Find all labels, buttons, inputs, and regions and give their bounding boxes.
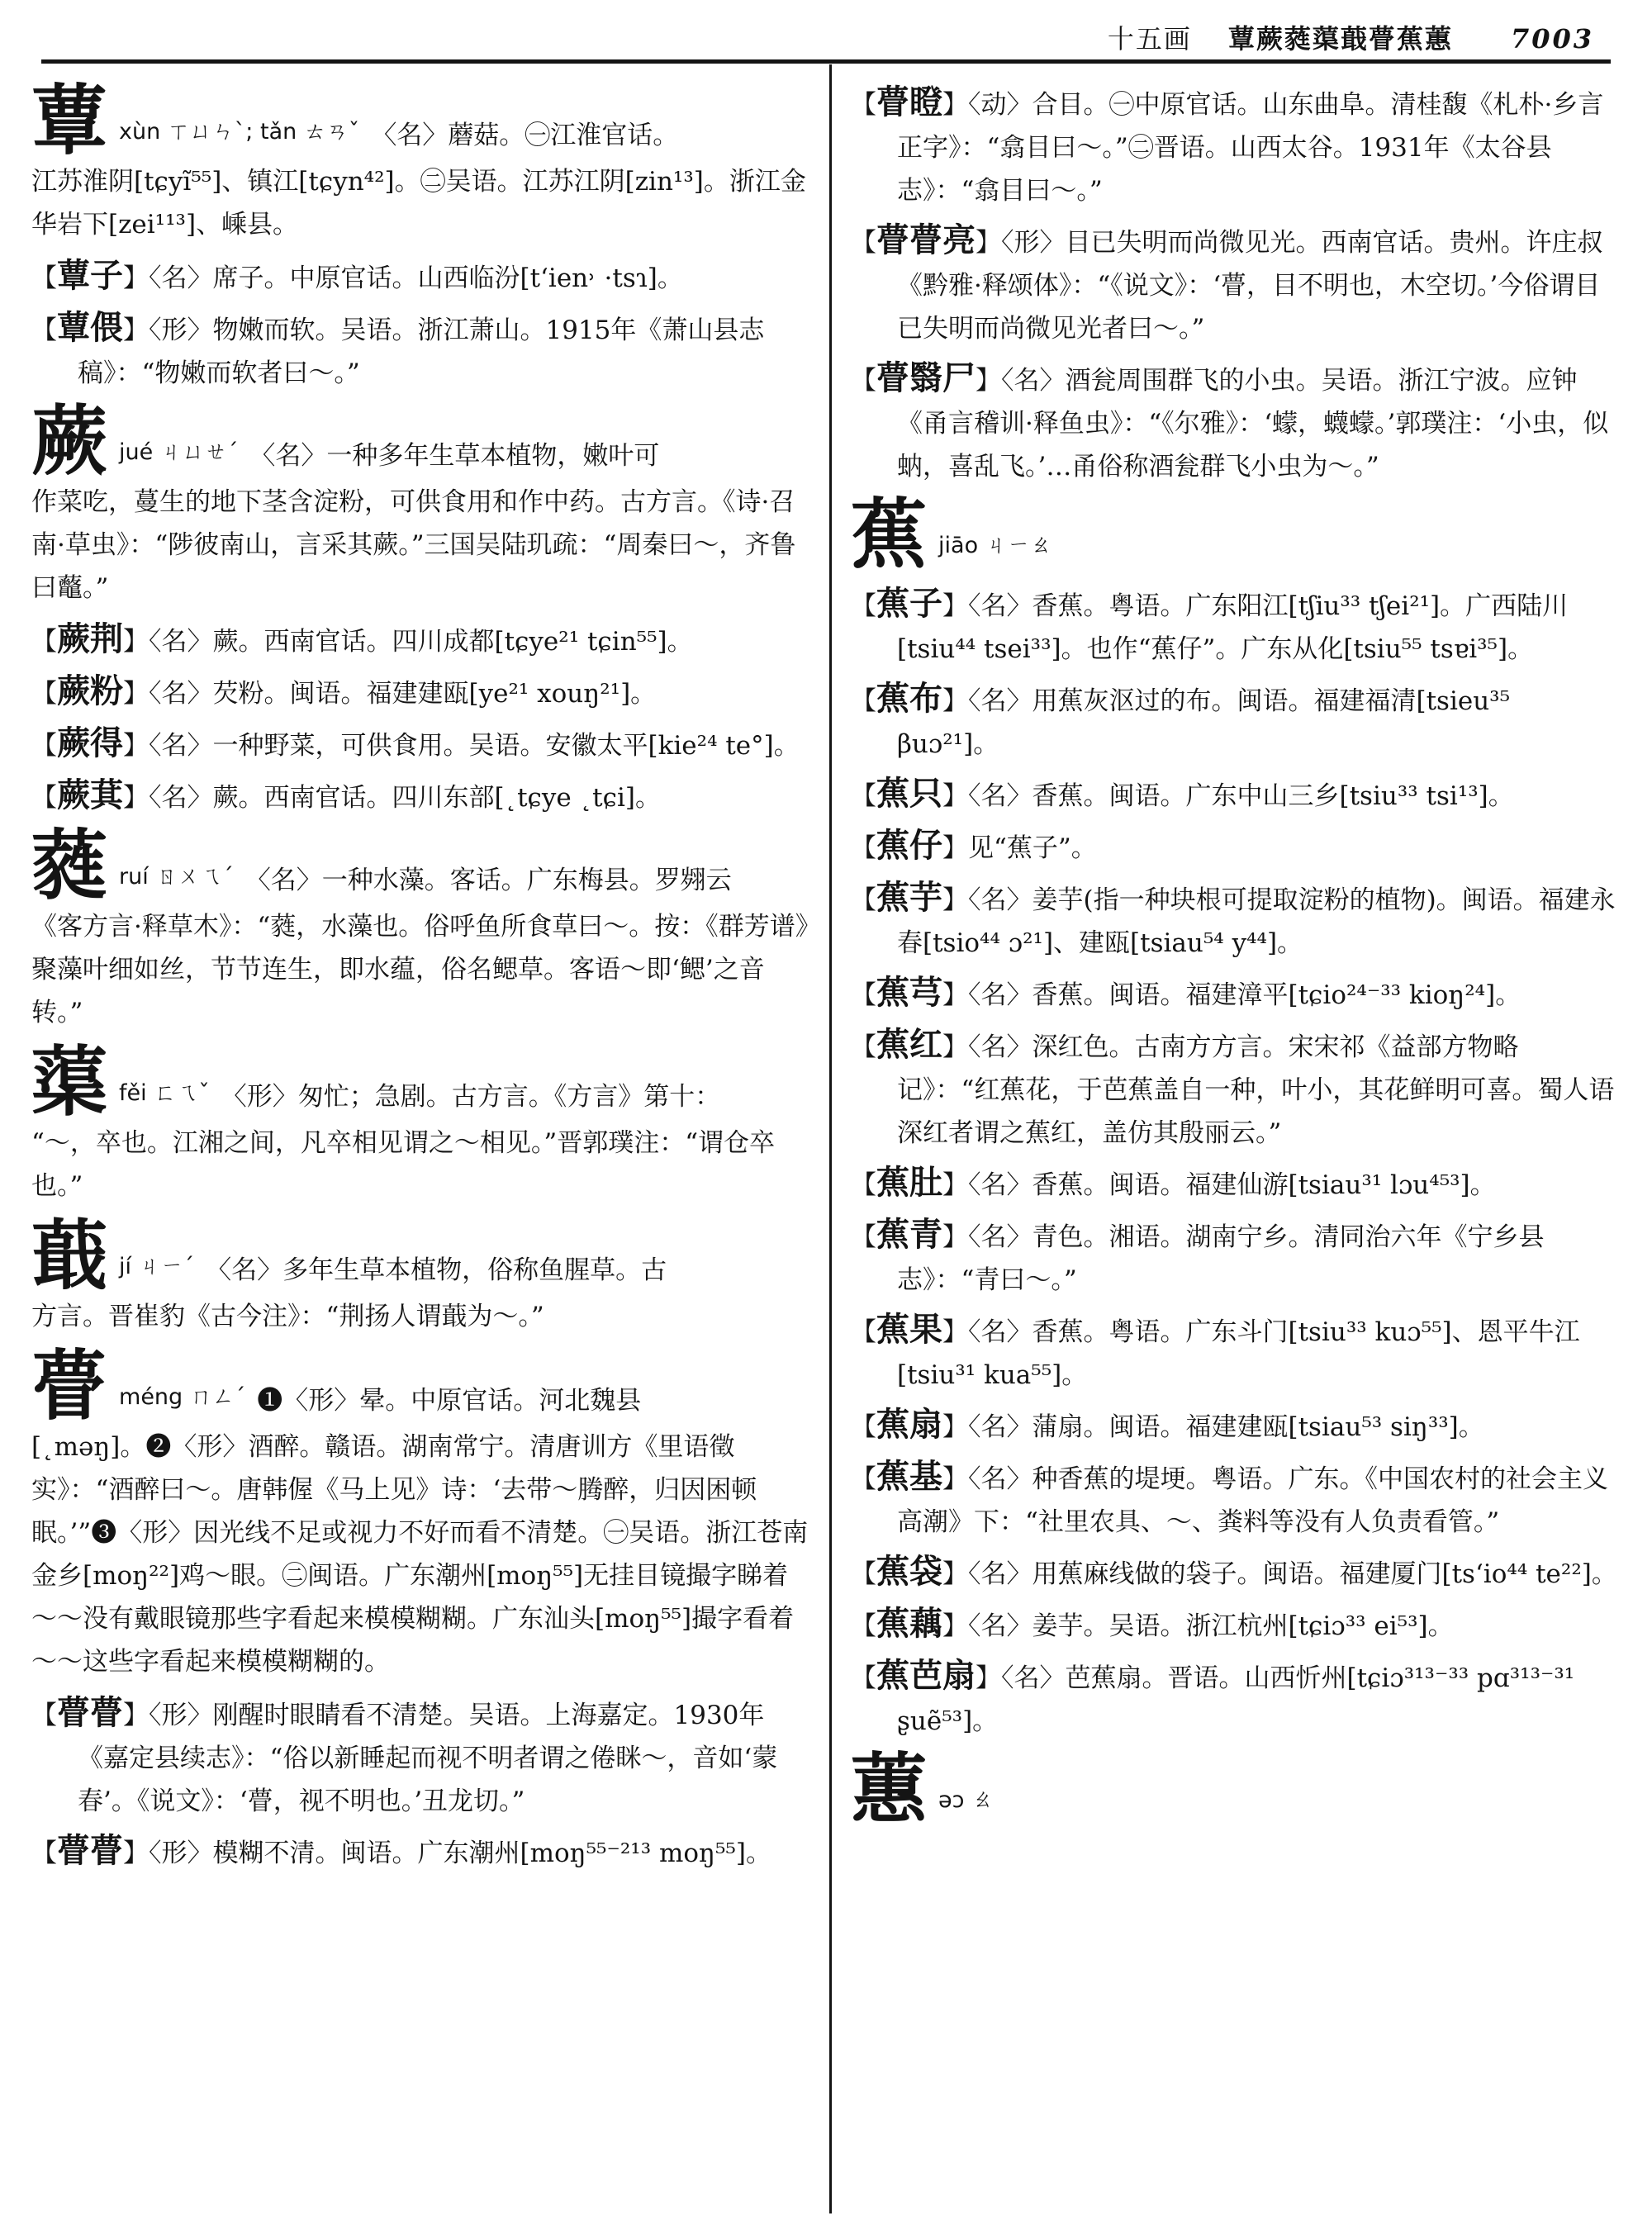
headword-entry [31,81,813,246]
sub-entry-term: 蕨萁 [57,776,123,814]
sub-entry-text: 〈名〉用蕉灰沤过的布。闽语。福建福清[tsieu³⁵ βuɔ²¹]。 [897,686,1511,759]
page-number: 7003 [1510,23,1594,55]
sub-entry: 【蕉只】〈名〉香蕉。闽语。广东中山三乡[tsiu³³ tsi¹³]。 [851,774,1514,813]
sub-entry: 【蕉扇】〈名〉蒲扇。闽语。福建建瓯[tsiau⁵³ siŋ³³]。 [851,1405,1484,1444]
headword-pinyin: ruí ㄖㄨㄟˊ [119,864,234,890]
headword-char: 蕉 [851,490,928,579]
sub-entry: 【蕉果】〈名〉香蕉。粤语。广东斗门[tsiu³³ kuɔ⁵⁵]、恩平牛江[tsiu³¹ kua⁵⁵]。 [851,1310,1580,1390]
sub-entry-text: 〈名〉用蕉麻线做的袋子。闽语。福建厦门[tsʻio⁴⁴ te²²]。 [968,1559,1617,1589]
sub-entry: 【蕉红】〈名〉深红色。古南方方言。宋宋祁《益部方物略记》：“红蕉花，于芭蕉盖自一种，叶小，其花鲜明可喜。蜀人语深红者谓之蕉红，盖仿其殷丽云。” [851,1025,1615,1148]
headword-char: 瞢 [31,1341,108,1431]
headword-continuation: 《客方言·释草木》：“蕤，水藻也。俗呼鱼所食草曰～。按：《群芳谱》聚藻叶细如丝，节节连生，即水蕴，俗名鳃草。客语～即‘鳃’之音转。” [31,912,809,1027]
sub-entry: 【蕈子】〈名〉席子。中原官话。山西临汾[tʻien˒ ·tsɿ]。 [31,256,683,295]
right-column [851,81,1619,2213]
headword-definition: 〈名〉一种水藻。客话。广东梅县。罗翙云 [244,866,732,895]
sub-entry-text: 〈形〉目已失明而尚微见光。西南官话。贵州。许庄叔《黔雅·释颂体》：“《说文》：‘瞢，目不明也，木空切。’今俗谓目已失明而尚微见光者曰～。” [897,228,1603,344]
sub-entry-term: 蕉芋 [876,878,942,917]
headword-definition: 〈形〉匆忙；急剧。古方言。《方言》第十： [221,1082,721,1112]
headword-char: 蕖 [31,1037,108,1127]
sub-entry: 【蕉芋】〈名〉姜芋(指一种块根可提取淀粉的植物)。闽语。福建永春[tsio⁴⁴ ɔ²¹]、建瓯[tsiau⁵⁴ y⁴⁴]。 [851,878,1616,958]
sub-entry-text: 〈名〉深红色。古南方方言。宋宋祁《益部方物略记》：“红蕉花，于芭蕉盖自一种，叶小，其花鲜明可喜。蜀人语深红者谓之蕉红，盖仿其殷丽云。” [897,1032,1615,1148]
headword-char: 蕈 [31,81,108,165]
sub-entry: 【蕨得】〈名〉一种野菜，可供食用。吴语。安徽太平[kie²⁴ te°]。 [31,724,800,762]
headword-entry [851,1744,1619,1834]
sub-entry-term: 蕉袋 [876,1552,942,1591]
sub-entry-text: 〈名〉姜芋(指一种块根可提取淀粉的植物)。闽语。福建永春[tsio⁴⁴ ɔ²¹]、建瓯[tsiau⁵⁴ y⁴⁴]。 [897,885,1616,958]
sub-entry-text: 〈名〉蕨。西南官话。四川成都[tɕye²¹ tɕin⁵⁵]。 [149,627,693,657]
sub-entry-term: 蕈子 [57,256,123,295]
sub-entry: 【蕨粉】〈名〉芡粉。闽语。福建建瓯[ye²¹ xouŋ²¹]。 [31,671,657,710]
sub-entry-term: 瞢瞢亮 [876,221,976,259]
sub-entry-text: 〈形〉刚醒时眼睛看不清楚。吴语。上海嘉定。1930年《嘉定县续志》：“俗以新睡起而视不明者谓之倦眯～，音如‘蒙春’。《说文》：‘瞢，视不明也。’丑龙切。” [78,1701,778,1816]
sub-entry-term: 瞢翳尸 [876,358,976,397]
sub-entry: 【瞢瞢】〈形〉刚醒时眼睛看不清楚。吴语。上海嘉定。1930年《嘉定县续志》：“俗以新睡起而视不明者谓之倦眯～，音如‘蒙春’。《说文》：‘瞢，视不明也。’丑龙切。” [31,1693,778,1816]
headword-line [31,396,813,486]
sub-entry-term: 蕉扇 [876,1405,942,1444]
sub-entry-text: 〈形〉物嫩而软。吴语。浙江萧山。1915年《萧山县志稿》：“物嫩而软者曰～。” [78,316,765,388]
headword-char: 蕺 [31,1211,108,1300]
headword-line [31,821,813,910]
sub-entry-text: 〈名〉酒瓮周围群飞的小虫。吴语。浙江宁波。应钟《甬言稽训·释鱼虫》：“《尔雅》：‘蠓，蠛蠓。’郭璞注：‘小虫，似蚋，喜乱飞。’…甬俗称酒瓮群飞小虫为～。” [897,366,1609,482]
headword-continuation: 作菜吃，蔓生的地下茎含淀粉，可供食用和作中药。古方言。《诗·召南·草虫》：“陟彼南山，言采其蕨。”三国吴陆玑疏：“周秦曰～，齐鲁曰虌。” [31,487,796,603]
headword-line [851,490,1619,579]
headword-pinyin: jí ㄐㄧˊ [119,1254,195,1279]
sub-entry-text: 〈名〉香蕉。闽语。福建仙游[tsiau³¹ lɔu⁴⁵³]。 [968,1170,1496,1200]
section-label: 十五画 [1107,23,1192,55]
sub-entry: 【蕉芭扇】〈名〉芭蕉扇。晋语。山西忻州[tɕiɔ³¹³⁻³³ pɑ³¹³⁻³¹ ʂuẽ⁵³]。 [851,1656,1575,1736]
sub-entry-term: 蕨荆 [57,619,123,658]
page-header [991,18,1594,56]
sub-entry-term: 蕉藕 [876,1604,942,1643]
sub-entry: 【蕉袋】〈名〉用蕉麻线做的袋子。闽语。福建厦门[tsʻio⁴⁴ te²²]。 [851,1552,1617,1591]
sub-entry-term: 蕉芭扇 [876,1656,976,1695]
sub-entry-text: 〈名〉青色。湘语。湖南宁乡。清同治六年《宁乡县志》：“青曰～。” [897,1222,1545,1295]
sub-entry: 【瞢翳尸】〈名〉酒瓮周围群飞的小虫。吴语。浙江宁波。应钟《甬言稽训·释鱼虫》：“《尔雅》：‘蠓，蠛蠓。’郭璞注：‘小虫，似蚋，喜乱飞。’…甬俗称酒瓮群飞小虫为～。” [851,358,1609,482]
sub-entry: 【瞢瞢亮】〈形〉目已失明而尚微见光。西南官话。贵州。许庄叔《黔雅·释颂体》：“《说文》：‘瞢，目不明也，木空切。’今俗谓目已失明而尚微见光者曰～。” [851,221,1603,344]
headword-entry [851,490,1619,579]
column-divider [829,64,832,2213]
headword-char: 蕤 [31,821,108,910]
sub-entry: 【蕉藕】〈名〉姜芋。吴语。浙江杭州[tɕiɔ³³ ei⁵³]。 [851,1604,1454,1643]
headword-definition: 〈名〉一种多年生草本植物，嫩叶可 [249,441,660,471]
sub-entry: 【蕨荆】〈名〉蕨。西南官话。四川成都[tɕye²¹ tɕin⁵⁵]。 [31,619,693,658]
sub-entry-term: 瞢瞢 [57,1693,123,1732]
headword-char: 蕨 [31,396,108,486]
sub-entry: 【蕉芎】〈名〉香蕉。闽语。福建漳平[tɕio²⁴⁻³³ kioŋ²⁴]。 [851,973,1521,1012]
sub-entry-text: 〈名〉一种野菜，可供食用。吴语。安徽太平[kie²⁴ te°]。 [149,731,800,761]
headword-continuation: “～，卒也。江湘之间，凡卒相见谓之～相见。”晋郭璞注：“谓仓卒也。” [31,1128,776,1201]
sub-entry-text: 〈名〉种香蕉的堤埂。粤语。广东。《中国农村的社会主义高潮》下：“社里农具、～、粪料等没有人负责看管。” [897,1464,1608,1537]
top-rule [41,59,1611,64]
headword-line [31,1211,813,1300]
sub-entry-term: 蕨粉 [57,671,123,710]
sub-entry: 【瞢瞪】〈动〉合目。㊀中原官话。山东曲阜。清桂馥《札朴·乡言正字》：“翕目曰～。”㊁晋语。山西太谷。1931年《太谷县志》：“翕目曰～。” [851,83,1604,206]
sub-entry-term: 蕉肚 [876,1163,942,1202]
headword-definition: 〈名〉蘑菇。㊀江淮官话。 [371,121,679,150]
headword-pinyin: ǝɔ ㄠ [938,1787,995,1813]
sub-entry: 【蕈偎】〈形〉物嫩而软。吴语。浙江萧山。1915年《萧山县志稿》：“物嫩而软者曰～。” [31,308,765,388]
sub-entry: 【蕉布】〈名〉用蕉灰沤过的布。闽语。福建福清[tsieu³⁵ βuɔ²¹]。 [851,679,1511,759]
sub-entry-term: 蕉青 [876,1215,942,1254]
sub-entry-term: 蕉红 [876,1025,942,1064]
headword-entry [31,821,813,1034]
headword-line [31,81,813,165]
sub-entry-term: 蕨得 [57,724,123,762]
sub-entry: 【蕉仔】见“蕉子”。 [851,826,1097,865]
sub-entry-term: 瞢瞪 [876,83,942,121]
headword-entry [31,1341,813,1683]
sub-entry-text: 〈形〉模糊不清。闽语。广东潮州[moŋ⁵⁵⁻²¹³ moŋ⁵⁵]。 [149,1839,771,1868]
sub-entry-text: 〈名〉蕨。西南官话。四川东部[˛tɕye ˛tɕi]。 [149,783,661,813]
sub-entry: 【蕉青】〈名〉青色。湘语。湖南宁乡。清同治六年《宁乡县志》：“青曰～。” [851,1215,1545,1295]
headword-continuation: 方言。晋崔豹《古今注》：“荆扬人谓蕺为～。” [31,1302,544,1331]
sub-entry: 【蕨萁】〈名〉蕨。西南官话。四川东部[˛tɕye ˛tɕi]。 [31,776,661,814]
sub-entry-term: 蕉仔 [876,826,942,865]
headword-entry [31,1037,813,1208]
headword-continuation: 江苏淮阴[tɕyĩ⁵⁵]、镇江[tɕyn⁴²]。㊁吴语。江苏江阴[zin¹³]。浙江金华岩下[zei¹¹³]、嵊县。 [31,167,806,240]
sub-entry-text: 〈名〉香蕉。闽语。福建漳平[tɕio²⁴⁻³³ kioŋ²⁴]。 [968,980,1521,1010]
sub-entry: 【蕉肚】〈名〉香蕉。闽语。福建仙游[tsiau³¹ lɔu⁴⁵³]。 [851,1163,1496,1202]
sub-entry-text: 〈名〉香蕉。粤语。广东阳江[tʃiu³³ tʃei²¹]。广西陆川[tsiu⁴⁴ tsei³³]。也作“蕉仔”。广东从化[tsiu⁵⁵ tsɐi³⁵]。 [897,591,1569,664]
headword-entry [31,396,813,610]
headword-line [31,1037,813,1127]
sub-entry-term: 蕈偎 [57,308,123,347]
headword-pinyin: méng ㄇㄥˊ [119,1384,246,1410]
sub-entry-term: 蕉芎 [876,973,942,1012]
sub-entry-term: 蕉果 [876,1310,942,1349]
header-chars: 蕈蕨蕤蕖蕺瞢蕉蕙 [1227,23,1453,55]
sub-entry-text: 〈名〉香蕉。闽语。广东中山三乡[tsiu³³ tsi¹³]。 [968,781,1514,811]
sub-entry-term: 蕉基 [876,1457,942,1496]
sub-entry: 【瞢瞢】〈形〉模糊不清。闽语。广东潮州[moŋ⁵⁵⁻²¹³ moŋ⁵⁵]。 [31,1831,771,1870]
headword-line [851,1744,1619,1834]
headword-continuation: [˛məŋ]。❷〈形〉酒醉。赣语。湖南常宁。清唐训方《里语徵实》：“酒醉曰～。唐韩偓《马上见》诗：‘去带～腾醉，归因困顿眠。’”❸〈形〉因光线不足或视力不好而看不清楚。㊀吴语。浙江苍南金乡[moŋ²²]鸡～眼。㊁闽语。广东潮州[moŋ⁵⁵]无挂目镜撮字睇着～～没有戴眼镜那些字看起来模模糊糊。广东汕头[moŋ⁵⁵]撮字看着～～这些字看起来模模糊糊的。 [31,1432,809,1677]
sub-entry-term: 瞢瞢 [57,1831,123,1870]
sub-entry-text: 〈名〉香蕉。粤语。广东斗门[tsiu³³ kuɔ⁵⁵]、恩平牛江[tsiu³¹ kua⁵⁵]。 [897,1317,1580,1390]
sub-entry-term: 蕉布 [876,679,942,718]
sub-entry-text: 见“蕉子”。 [968,833,1097,863]
sub-entry-text: 〈名〉芭蕉扇。晋语。山西忻州[tɕiɔ³¹³⁻³³ pɑ³¹³⁻³¹ ʂuẽ⁵³]。 [897,1663,1575,1736]
headword-char: 蕙 [851,1744,928,1834]
headword-pinyin: jué ㄐㄩㄝˊ [119,439,239,465]
headword-entry [31,1211,813,1338]
sub-entry-text: 〈名〉芡粉。闽语。福建建瓯[ye²¹ xouŋ²¹]。 [149,679,657,709]
sub-entry: 【蕉子】〈名〉香蕉。粤语。广东阳江[tʃiu³³ tʃei²¹]。广西陆川[tsiu⁴⁴ tsei³³]。也作“蕉仔”。广东从化[tsiu⁵⁵ tsɐi³⁵]。 [851,584,1569,664]
headword-pinyin: xùn ㄒㄩㄣˋ; tǎn ㄊㄢˇ [119,119,360,145]
sub-entry-term: 蕉子 [876,584,942,623]
sub-entry-text: 〈名〉蒲扇。闽语。福建建瓯[tsiau⁵³ siŋ³³]。 [968,1412,1484,1442]
headword-pinyin: jiāo ㄐㄧㄠ [938,533,1052,558]
sub-entry-text: 〈名〉姜芋。吴语。浙江杭州[tɕiɔ³³ ei⁵³]。 [968,1611,1454,1641]
headword-definition: ❶〈形〉晕。中原官话。河北魏县 [257,1386,642,1416]
headword-definition: 〈名〉多年生草本植物，俗称鱼腥草。古 [206,1255,667,1285]
headword-pinyin: fěi ㄈㄟˇ [119,1080,210,1106]
sub-entry: 【蕉基】〈名〉种香蕉的堤埂。粤语。广东。《中国农村的社会主义高潮》下：“社里农具、～、粪料等没有人负责看管。” [851,1457,1608,1537]
headword-line [31,1341,813,1431]
sub-entry-term: 蕉只 [876,774,942,813]
sub-entry-text: 〈动〉合目。㊀中原官话。山东曲阜。清桂馥《札朴·乡言正字》：“翕目曰～。”㊁晋语。山西太谷。1931年《太谷县志》：“翕目曰～。” [897,90,1604,206]
left-column [31,81,813,2213]
sub-entry-text: 〈名〉席子。中原官话。山西临汾[tʻien˒ ·tsɿ]。 [149,263,683,293]
